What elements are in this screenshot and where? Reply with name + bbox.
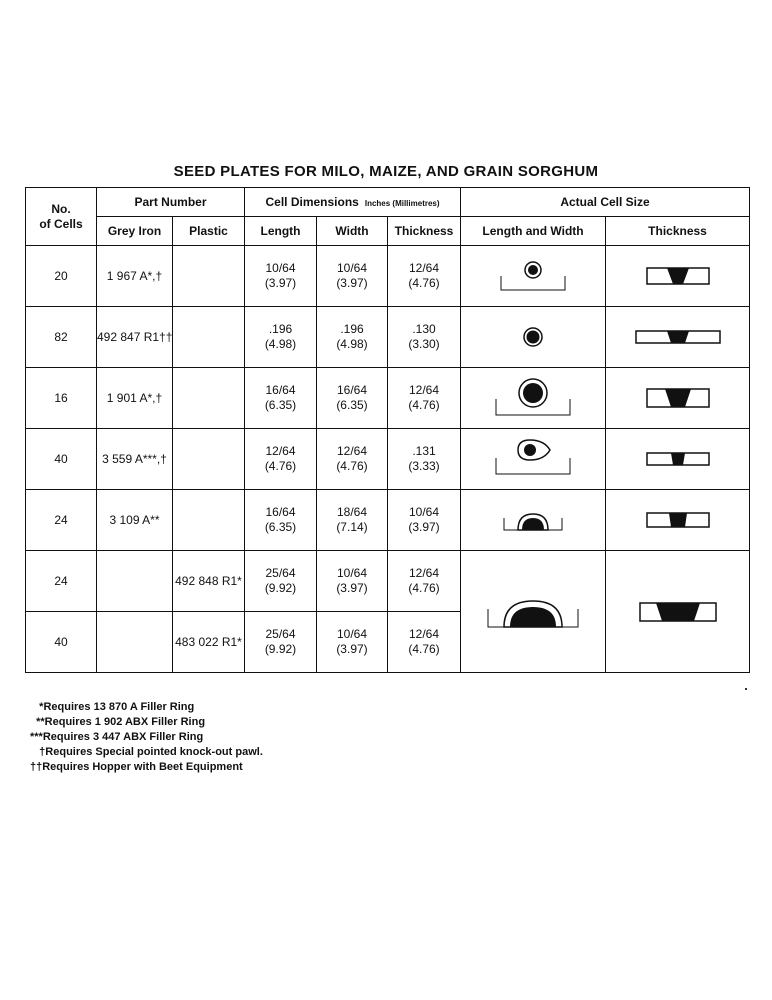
grey-iron-part: 3 109 A**: [97, 490, 173, 551]
dim-width: 12/64 (4.76): [317, 429, 388, 490]
header-width: Width: [317, 217, 388, 246]
dim-length: 10/64 (3.97): [245, 246, 317, 307]
header-length-and-width: Length and Width: [461, 217, 606, 246]
plastic-part: [173, 307, 245, 368]
thickness-icon: [606, 490, 750, 551]
cell-count: 82: [26, 307, 97, 368]
grey-iron-part: 3 559 A***,†: [97, 429, 173, 490]
header-part-number: Part Number: [97, 188, 245, 217]
header-plastic: Plastic: [173, 217, 245, 246]
dim-thickness: 12/64 (4.76): [388, 246, 461, 307]
dim-width: 10/64 (3.97): [317, 246, 388, 307]
dim-thickness: 12/64 (4.76): [388, 612, 461, 673]
table-row: [26, 429, 750, 490]
cell-count: 40: [26, 612, 97, 673]
grey-iron-part: [97, 612, 173, 673]
dim-thickness: .130 (3.30): [388, 307, 461, 368]
header-thickness-visual: Thickness: [606, 217, 750, 246]
header-no-cells: [26, 188, 97, 246]
dim-width: 16/64 (6.35): [317, 368, 388, 429]
cell-count: 24: [26, 551, 97, 612]
dim-thickness: 12/64 (4.76): [388, 551, 461, 612]
length-width-icon: [461, 429, 606, 490]
dim-length: 12/64 (4.76): [245, 429, 317, 490]
table-row: [26, 551, 750, 612]
dim-width: 10/64 (3.97): [317, 612, 388, 673]
footnote: ††Requires Hopper with Beet Equipment: [30, 761, 243, 773]
cell-count: 40: [26, 429, 97, 490]
thickness-icon: [606, 551, 750, 673]
page-title: SEED PLATES FOR MILO, MAIZE, AND GRAIN SORGHUM: [173, 163, 599, 180]
cell-count: 20: [26, 246, 97, 307]
header-length: Length: [245, 217, 317, 246]
footnote: †Requires Special pointed knock-out pawl.: [30, 746, 263, 758]
thickness-icon: [606, 307, 750, 368]
cell-count: 24: [26, 490, 97, 551]
footnote: **Requires 1 902 ABX Filler Ring: [30, 716, 206, 728]
table-row: [26, 307, 750, 368]
table-row: [26, 246, 750, 307]
footnote: ***Requires 3 447 ABX Filler Ring: [30, 731, 204, 743]
grey-iron-part: [97, 551, 173, 612]
plastic-part: [173, 429, 245, 490]
thickness-icon: [606, 429, 750, 490]
length-width-icon: [461, 246, 606, 307]
seed-plates-table: [25, 187, 750, 673]
dim-width: .196 (4.98): [317, 307, 388, 368]
header-thickness: Thickness: [388, 217, 461, 246]
dim-width: 18/64 (7.14): [317, 490, 388, 551]
dim-width: 10/64 (3.97): [317, 551, 388, 612]
dim-length: 16/64 (6.35): [245, 490, 317, 551]
header-units: Inches (Millimetres): [364, 199, 440, 208]
header-no-cells-label: No. of Cells: [39, 201, 83, 231]
length-width-icon: [461, 307, 606, 368]
footnotes: [30, 700, 263, 775]
header-grey-iron: Grey Iron: [97, 217, 173, 246]
grey-iron-part: 492 847 R1††: [97, 307, 173, 368]
dim-length: 25/64 (9.92): [245, 612, 317, 673]
header-actual-cell-size: Actual Cell Size: [461, 188, 750, 217]
plastic-part: [173, 490, 245, 551]
header-cell-dimensions-label: Cell Dimensions: [265, 195, 359, 209]
dim-thickness: 10/64 (3.97): [388, 490, 461, 551]
length-width-icon: [461, 368, 606, 429]
dim-length: 16/64 (6.35): [245, 368, 317, 429]
plastic-part: 492 848 R1*: [173, 551, 245, 612]
length-width-icon: [461, 551, 606, 673]
grey-iron-part: 1 967 A*,†: [97, 246, 173, 307]
footnote: *Requires 13 870 A Filler Ring: [30, 701, 195, 713]
thickness-icon: [606, 368, 750, 429]
table-row: [26, 368, 750, 429]
plastic-part: [173, 246, 245, 307]
dim-thickness: .131 (3.33): [388, 429, 461, 490]
thickness-icon: [606, 246, 750, 307]
dim-length: 25/64 (9.92): [245, 551, 317, 612]
scan-speck: [745, 688, 747, 690]
plastic-part: [173, 368, 245, 429]
cell-count: 16: [26, 368, 97, 429]
plastic-part: 483 022 R1*: [173, 612, 245, 673]
dim-length: .196 (4.98): [245, 307, 317, 368]
header-cell-dimensions: [245, 188, 461, 217]
length-width-icon: [461, 490, 606, 551]
dim-thickness: 12/64 (4.76): [388, 368, 461, 429]
table-row: [26, 490, 750, 551]
grey-iron-part: 1 901 A*,†: [97, 368, 173, 429]
